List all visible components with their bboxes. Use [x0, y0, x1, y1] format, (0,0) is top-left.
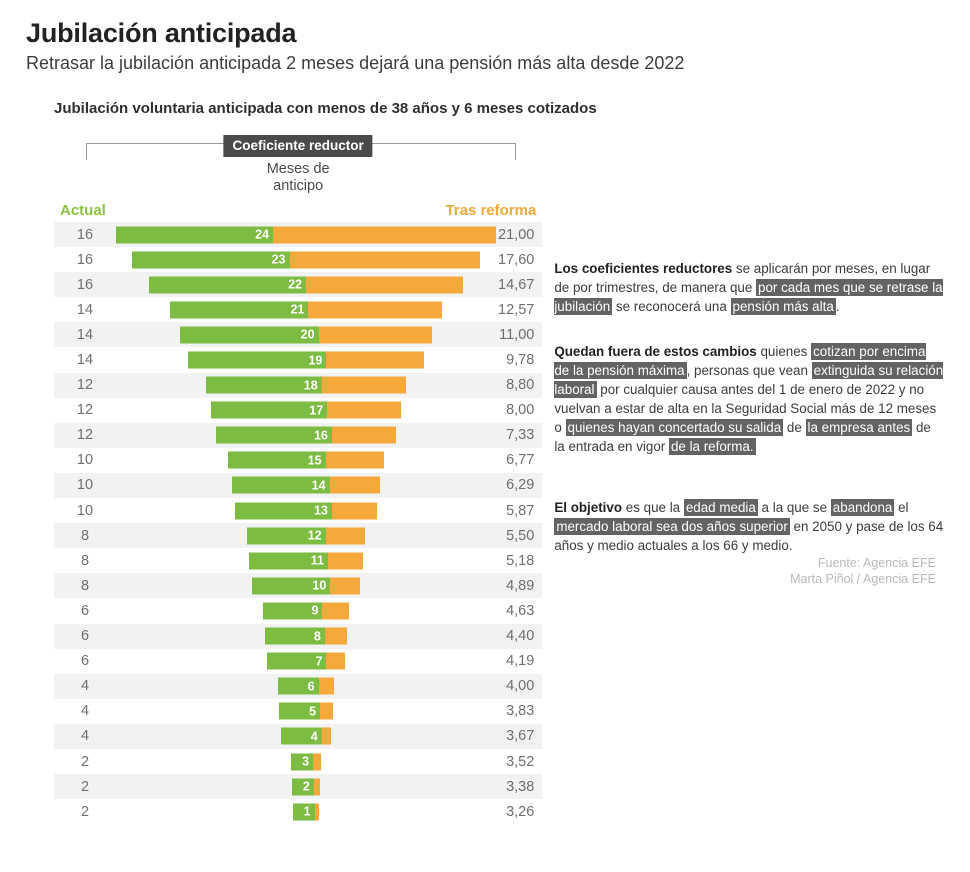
bar-area: [116, 448, 460, 473]
bar-segment-tras-reforma: [308, 301, 441, 318]
chart-row: [54, 473, 542, 498]
cell-tras-reforma-value: 5,50: [506, 527, 535, 544]
cell-tras-reforma-value: 4,63: [506, 602, 535, 619]
source-line2: Marta Piñol / Agencia EFE: [790, 572, 936, 587]
cell-actual-value: 14: [76, 301, 94, 318]
bar-area: [116, 523, 460, 548]
bar-months-label: 3: [302, 754, 310, 769]
chart-row: [54, 247, 542, 272]
column-headers: [54, 197, 542, 219]
bar-months-label: 15: [307, 453, 322, 468]
note-highlight: cotizan por encima de la pensión máxima: [554, 344, 926, 379]
bar-segment-actual: [211, 402, 327, 419]
cell-actual-value: 2: [80, 803, 90, 820]
bar-segment-actual: [278, 678, 319, 695]
bar-group: [206, 377, 407, 394]
bar-area: [116, 598, 460, 623]
cell-tras-reforma-value: 8,00: [506, 402, 535, 419]
bar-months-label: 23: [271, 252, 286, 267]
chart-row: [54, 222, 542, 247]
chart-row: [54, 272, 542, 297]
bar-segment-actual: [228, 452, 325, 469]
content-layout: [26, 135, 944, 824]
note-text: por cualquier causa antes del 1 de enero de 2022 y no vuelvan a estar de alta en la Seguridad Social más de 12 meses o: [554, 382, 937, 436]
cell-actual-value: 12: [76, 402, 94, 419]
cell-tras-reforma-value: 12,57: [498, 301, 535, 318]
cell-actual-value: 2: [80, 778, 90, 795]
chart-row: [54, 423, 542, 448]
bar-area: [116, 573, 460, 598]
cell-actual-value: 14: [76, 352, 94, 369]
bar-months-label: 14: [311, 478, 326, 493]
note-paragraph-2: [554, 342, 944, 456]
cell-tras-reforma-value: 21,00: [498, 226, 535, 243]
bar-group: [249, 552, 362, 569]
bar-segment-tras-reforma: [319, 326, 432, 343]
bar-group: [247, 527, 365, 544]
bar-group: [235, 502, 378, 519]
cell-actual-value: 8: [80, 527, 90, 544]
bar-segment-tras-reforma: [328, 552, 363, 569]
note-text: se reconocerá una: [612, 299, 731, 315]
cell-tras-reforma-value: 4,00: [506, 678, 535, 695]
bar-months-label: 18: [303, 378, 318, 393]
chart-row: [54, 347, 542, 372]
note-paragraph-1: [554, 259, 944, 316]
note-highlight: quienes hayan concertado su salida: [567, 420, 782, 436]
chart-row: [54, 523, 542, 548]
cell-tras-reforma-value: 3,67: [506, 728, 535, 745]
chart-row: [54, 498, 542, 523]
cell-tras-reforma-value: 4,19: [506, 653, 535, 670]
bar-segment-actual: [281, 728, 322, 745]
bar-group: [278, 678, 335, 695]
cell-actual-value: 16: [76, 226, 94, 243]
chart-heading: Jubilación voluntaria anticipada con menos de 38 años y 6 meses cotizados: [54, 100, 597, 117]
chart-row: [54, 724, 542, 749]
bar-segment-tras-reforma: [325, 628, 347, 645]
bar-segment-actual: [293, 803, 315, 820]
note-highlight: mercado laboral sea dos años superior: [556, 519, 788, 535]
bar-area: [116, 799, 460, 824]
note-highlight: por cada mes que se retrase la jubilación: [554, 280, 943, 315]
bar-group: [216, 427, 397, 444]
bar-segment-tras-reforma: [320, 703, 333, 720]
cell-tras-reforma-value: 8,80: [506, 377, 535, 394]
note-lead-text: El objetivo: [554, 500, 623, 516]
bar-segment-tras-reforma: [322, 728, 331, 745]
bar-segment-tras-reforma: [332, 502, 378, 519]
note-highlight: la empresa antes: [807, 420, 911, 436]
bar-months-label: 24: [255, 227, 270, 242]
bar-segment-actual: [279, 703, 320, 720]
bracket-label: Coeficiente reductor: [224, 135, 373, 157]
note-lead-text: Quedan fuera de estos cambios: [554, 344, 757, 360]
bar-segment-tras-reforma: [315, 803, 320, 820]
bar-segment-actual: [116, 226, 273, 243]
cell-actual-value: 12: [76, 377, 94, 394]
cell-tras-reforma-value: 5,18: [506, 552, 535, 569]
bar-segment-tras-reforma: [330, 477, 380, 494]
bar-months-label: 16: [313, 428, 328, 443]
cell-actual-value: 4: [80, 703, 90, 720]
bar-segment-actual: [247, 527, 326, 544]
chart-row: [54, 799, 542, 824]
bar-months-label: 7: [315, 654, 323, 669]
bar-segment-actual: [265, 628, 325, 645]
note-text: en 2050 y pase de los 64 años y medio actuales a los 66 y medio.: [554, 519, 944, 554]
source-line1: Fuente: Agencia EFE: [817, 555, 936, 570]
column-header-tras-reforma: Tras reforma: [445, 202, 537, 219]
bar-area: [116, 297, 460, 322]
bar-segment-actual: [149, 276, 306, 293]
cell-tras-reforma-value: 3,38: [506, 778, 535, 795]
bar-area: [116, 624, 460, 649]
note-paragraph-3: [554, 498, 944, 555]
bar-segment-tras-reforma: [326, 653, 345, 670]
bar-area: [116, 649, 460, 674]
note-highlight: pensión más alta: [732, 299, 834, 315]
cell-actual-value: 14: [76, 326, 94, 343]
bar-months-label: 20: [300, 327, 315, 342]
bar-segment-actual: [252, 577, 331, 594]
bar-area: [116, 222, 460, 247]
cell-tras-reforma-value: 17,60: [498, 251, 535, 268]
bar-group: [232, 477, 380, 494]
bar-segment-tras-reforma: [313, 753, 321, 770]
note-highlight: extinguida su relación laboral: [554, 363, 944, 398]
bar-months-label: 2: [302, 779, 310, 794]
bar-group: [180, 326, 431, 343]
meses-anticipo-label: [267, 161, 330, 194]
chart-row: [54, 699, 542, 724]
bar-area: [116, 322, 460, 347]
cell-actual-value: 8: [80, 577, 90, 594]
bar-segment-tras-reforma: [326, 527, 365, 544]
bar-area: [116, 347, 460, 372]
chart-row: [54, 649, 542, 674]
bar-months-label: 11: [310, 553, 324, 568]
note-lead-text: Los coeficientes reductores: [554, 261, 733, 276]
cell-actual-value: 10: [76, 502, 94, 519]
bar-group: [291, 753, 321, 770]
chart-row: [54, 573, 542, 598]
note-highlight: edad media: [685, 500, 756, 516]
bar-segment-actual: [292, 778, 314, 795]
bar-group: [267, 653, 346, 670]
cell-actual-value: 4: [80, 728, 90, 745]
bar-segment-actual: [232, 477, 329, 494]
bar-months-label: 6: [307, 679, 315, 694]
source-credit: [790, 555, 936, 588]
note-text: el: [894, 500, 909, 516]
bar-segment-actual: [206, 377, 322, 394]
bar-group: [279, 703, 332, 720]
bar-area: [116, 749, 460, 774]
bar-segment-tras-reforma: [330, 577, 360, 594]
cell-tras-reforma-value: 4,89: [506, 577, 535, 594]
bar-area: [116, 724, 460, 749]
bar-segment-actual: [291, 753, 313, 770]
chart-row: [54, 398, 542, 423]
bar-area: [116, 373, 460, 398]
chart-row: [54, 598, 542, 623]
note-text: se aplicarán por meses, en lugar de por trimestres, de manera que: [554, 261, 931, 296]
bar-group: [211, 402, 401, 419]
cell-actual-value: 6: [80, 602, 90, 619]
bar-group: [252, 577, 360, 594]
notes-column: [542, 135, 944, 587]
bar-group: [149, 276, 463, 293]
chart-row: [54, 322, 542, 347]
bar-months-label: 5: [309, 704, 317, 719]
bar-months-label: 17: [309, 403, 324, 418]
bar-months-label: 8: [313, 629, 321, 644]
bar-months-label: 21: [290, 302, 305, 317]
bar-area: [116, 498, 460, 523]
cell-tras-reforma-value: 3,26: [506, 803, 535, 820]
bar-group: [188, 352, 424, 369]
bar-months-label: 12: [307, 528, 322, 543]
bar-segment-actual: [235, 502, 332, 519]
bar-area: [116, 699, 460, 724]
chart-column: [26, 135, 542, 824]
bar-segment-actual: [267, 653, 327, 670]
cell-actual-value: 6: [80, 628, 90, 645]
note-text: a la que se: [757, 500, 831, 516]
bar-segment-tras-reforma: [332, 427, 396, 444]
bar-segment-actual: [170, 301, 308, 318]
bar-area: [116, 473, 460, 498]
bar-area: [116, 247, 460, 272]
cell-actual-value: 16: [76, 251, 94, 268]
meses-anticipo-line1: Meses de: [266, 161, 330, 177]
chart-row: [54, 448, 542, 473]
cell-actual-value: 4: [80, 678, 90, 695]
cell-tras-reforma-value: 5,87: [506, 502, 535, 519]
chart-row: [54, 774, 542, 799]
bar-months-label: 10: [312, 578, 327, 593]
bar-months-label: 4: [310, 729, 318, 744]
bar-area: [116, 272, 460, 297]
bar-segment-tras-reforma: [319, 678, 335, 695]
chart-row: [54, 548, 542, 573]
bar-months-label: 1: [303, 804, 311, 819]
cell-tras-reforma-value: 6,29: [506, 477, 535, 494]
bar-months-label: 13: [313, 503, 328, 518]
cell-tras-reforma-value: 9,78: [506, 352, 535, 369]
bar-group: [293, 803, 320, 820]
bar-group: [263, 602, 349, 619]
cell-tras-reforma-value: 6,77: [506, 452, 535, 469]
bar-segment-tras-reforma: [322, 377, 407, 394]
bar-segment-tras-reforma: [273, 226, 496, 243]
bar-segment-actual: [216, 427, 332, 444]
cell-actual-value: 6: [80, 653, 90, 670]
bar-group: [132, 251, 479, 268]
cell-actual-value: 12: [76, 427, 94, 444]
bar-months-label: 9: [311, 603, 319, 618]
note-highlight: de la reforma.: [670, 439, 754, 455]
chart-row: [54, 674, 542, 699]
cell-actual-value: 16: [76, 276, 94, 293]
cell-tras-reforma-value: 3,83: [506, 703, 535, 720]
cell-tras-reforma-value: 3,52: [506, 753, 535, 770]
bar-area: [116, 398, 460, 423]
chart-row: [54, 297, 542, 322]
page-subtitle: Retrasar la jubilación anticipada 2 meses dejará una pensión más alta desde 2022: [26, 53, 685, 73]
cell-tras-reforma-value: 14,67: [498, 276, 535, 293]
bar-months-label: 22: [288, 277, 302, 292]
cell-actual-value: 2: [80, 753, 90, 770]
bar-group: [265, 628, 347, 645]
chart-row: [54, 373, 542, 398]
chart-row: [54, 624, 542, 649]
bar-months-label: 19: [308, 353, 323, 368]
bar-area: [116, 774, 460, 799]
chart-rows: [54, 222, 542, 824]
note-text: quienes: [756, 344, 812, 360]
bar-segment-tras-reforma: [326, 352, 423, 369]
bar-area: [116, 423, 460, 448]
note-text: de la entrada en vigor: [554, 420, 931, 455]
bar-segment-tras-reforma: [306, 276, 463, 293]
cell-tras-reforma-value: 4,40: [506, 628, 535, 645]
note-text: es que la: [622, 500, 684, 516]
note-text: , personas que vean: [686, 363, 812, 379]
cell-tras-reforma-value: 11,00: [499, 326, 535, 343]
bar-area: [116, 548, 460, 573]
note-highlight: abandona: [832, 500, 893, 516]
bar-segment-tras-reforma: [327, 402, 401, 419]
bar-segment-tras-reforma: [314, 778, 320, 795]
bar-group: [281, 728, 331, 745]
bar-group: [170, 301, 442, 318]
bracket-area: [54, 135, 542, 197]
bar-segment-tras-reforma: [322, 602, 349, 619]
bar-segment-actual: [249, 552, 328, 569]
meses-anticipo-line2: anticipo: [273, 177, 324, 194]
chart-row: [54, 749, 542, 774]
note-text: de: [783, 420, 806, 436]
bar-segment-actual: [188, 352, 326, 369]
cell-actual-value: 8: [80, 552, 90, 569]
column-header-actual: Actual: [60, 202, 106, 219]
bar-segment-actual: [180, 326, 318, 343]
cell-actual-value: 10: [76, 477, 94, 494]
cell-tras-reforma-value: 7,33: [506, 427, 535, 444]
note-text: .: [835, 299, 840, 315]
bar-segment-actual: [132, 251, 289, 268]
bar-group: [228, 452, 383, 469]
bar-segment-actual: [263, 602, 323, 619]
bar-segment-tras-reforma: [326, 452, 384, 469]
bar-area: [116, 674, 460, 699]
bar-group: [292, 778, 320, 795]
page-title: Jubilación anticipada: [26, 18, 297, 48]
bar-segment-tras-reforma: [290, 251, 480, 268]
bar-group: [116, 226, 496, 243]
cell-actual-value: 10: [76, 452, 94, 469]
